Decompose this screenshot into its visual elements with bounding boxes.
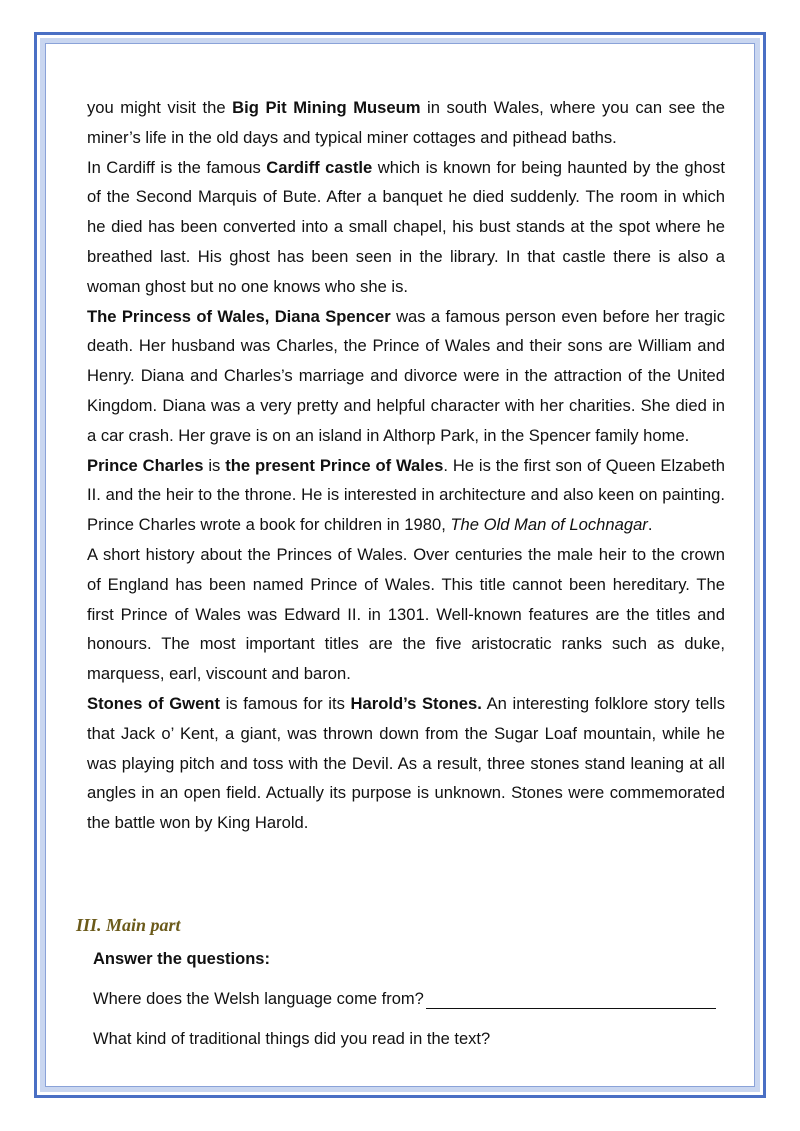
bold-term: the present Prince of Wales xyxy=(225,455,444,475)
section-title: III. Main part xyxy=(76,915,181,935)
text-run: which is known for being haunted by the ghost of the Second Marquis of Bute. After a banquet he died suddenly. The room in which he died has been converted into a small chapel, his bust stands at the spot where he breathed last. His ghost has been seen in the library. In that castle there is also a woman ghost but no one knows who she is. xyxy=(87,157,725,296)
text-run: is famous for its xyxy=(219,693,351,713)
question-1 xyxy=(93,990,733,1009)
paragraph-diana-spencer xyxy=(87,302,725,451)
bold-term: The Princess of Wales, Diana Spencer xyxy=(87,306,391,326)
text-run: in south Wales, where you can see the miner’s life in the old days and typical miner cottages and pithead baths. xyxy=(87,98,726,147)
question-1-text: Where does the Welsh language come from? xyxy=(93,990,424,1008)
text-run: In Cardiff is the famous xyxy=(87,157,267,177)
paragraph-princes-history xyxy=(87,540,725,689)
book-title: The Old Man of Lochnagar xyxy=(450,515,648,535)
paragraph-big-pit xyxy=(87,93,725,153)
text-run: . xyxy=(647,515,653,535)
question-2: What kind of traditional things did you read in the text? xyxy=(93,1030,491,1048)
bold-term: Big Pit Mining Museum xyxy=(232,98,421,117)
bold-term: Harold’s Stones. xyxy=(350,693,482,713)
paragraph-prince-charles xyxy=(87,451,725,540)
paragraph-stones-of-gwent xyxy=(87,689,725,838)
text-run: was a famous person even before her tragic death. Her husband was Charles, the Prince of Wales and their sons are William and Henry. Diana and Charles’s marriage and divorce were in the attraction of the United Kingdom. Diana was a very pretty and helpful character with her charities. She died in a car crash. Her grave is on an island in Althorp Park, in the Spencer family home. xyxy=(87,306,725,445)
text-run: An interesting folklore story tells that Jack o’ Kent, a giant, was thrown down from the Sugar Loaf mountain, while he was playing pitch and toss with the Devil. As a result, three stones stand leaning at all angles in an open field. Actually its purpose is unknown. Stones were commemorated the battle won by King Harold. xyxy=(87,693,725,833)
text-run: A short history about the Princes of Wales. Over centuries the male heir to the crown of England has been named Prince of Wales. This title cannot been hereditary. The first Prince of Wales was Edward II. in 1301. Well-known features are the titles and honours. The most important titles are the five aristocratic ranks such as duke, marquess, earl, viscount and baron. xyxy=(87,544,725,684)
bold-term: Prince Charles xyxy=(87,455,204,475)
answer-line[interactable] xyxy=(426,990,716,1009)
bold-term: Cardiff castle xyxy=(266,157,373,177)
bold-term: Stones of Gwent xyxy=(87,693,220,713)
paragraph-cardiff-castle xyxy=(87,153,725,302)
text-run: you might visit the xyxy=(87,98,233,117)
questions-heading: Answer the questions: xyxy=(93,950,270,968)
text-run: . He is the first son of Queen Elzabeth II. and the heir to the throne. He is interested in architecture and also keen on painting. Prince Charles wrote a book for children in 1980, xyxy=(87,455,725,535)
text-run: is xyxy=(203,455,226,475)
reading-text xyxy=(87,93,725,838)
